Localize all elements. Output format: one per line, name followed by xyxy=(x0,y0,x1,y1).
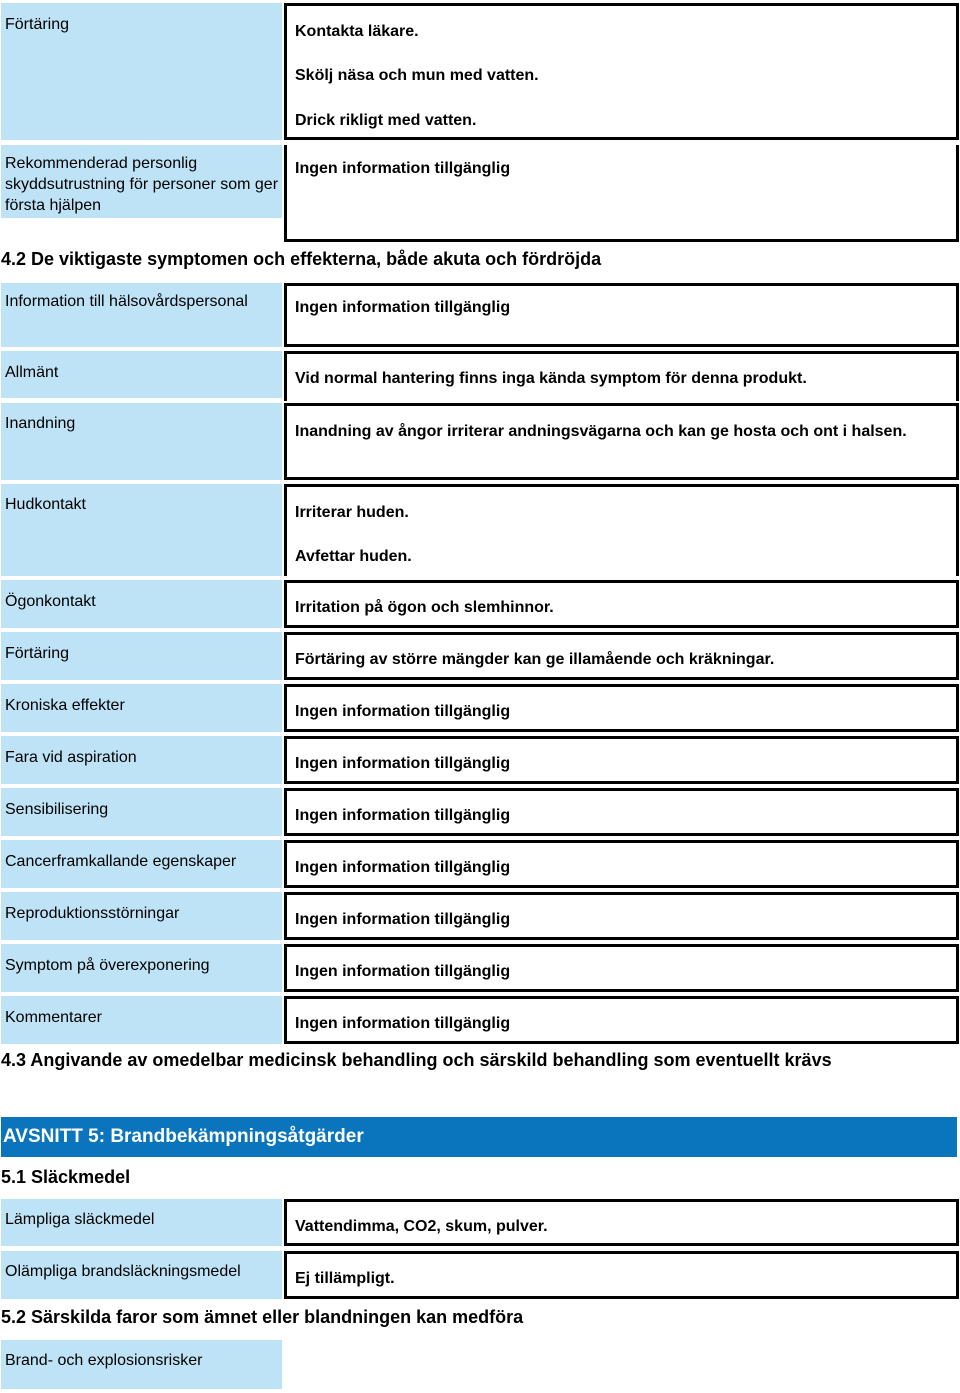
skin-row xyxy=(1,484,959,576)
first-aid-line: Kontakta läkare. xyxy=(295,23,419,40)
inhalation-value: Inandning av ångor irriterar andningsvägarna och kan ge hosta och ont i halsen. xyxy=(284,403,959,480)
ingestion-value xyxy=(284,632,959,680)
info-health-label: Information till hälsovårdspersonal xyxy=(1,283,282,347)
first-aid-ingestion-value xyxy=(284,3,959,140)
comments-label: Kommentarer xyxy=(1,996,282,1044)
sensitization-label: Sensibilisering xyxy=(1,788,282,836)
unsuitable-row xyxy=(1,1251,959,1299)
inhalation-row xyxy=(1,403,959,480)
carcinogenic-value xyxy=(284,840,959,888)
eye-value xyxy=(284,580,959,628)
eye-text: Irritation på ögon och slemhinnor. xyxy=(295,599,554,616)
section-4-2-heading: 4.2 De viktigaste symptomen och effekterna, både akuta och fördröjda xyxy=(1,249,602,269)
first-aid-ingestion-label: Förtäring xyxy=(1,3,282,140)
chronic-value xyxy=(284,684,959,732)
first-aid-ppe-row xyxy=(1,145,959,242)
general-label: Allmänt xyxy=(1,351,282,398)
suitable-row xyxy=(1,1199,959,1246)
general-text: Vid normal hantering finns inga kända symptom för denna produkt. xyxy=(295,370,807,387)
unsuitable-text: Ej tillämpligt. xyxy=(295,1270,395,1287)
carcinogenic-text: Ingen information tillgänglig xyxy=(295,859,511,876)
ingestion-row xyxy=(1,632,959,680)
first-aid-ppe-label: Rekommenderad personlig skyddsutrustning för personer som ger första hjälpen xyxy=(1,145,282,218)
carcinogenic-label: Cancerframkallande egenskaper xyxy=(1,840,282,888)
section-4-3-heading: 4.3 Angivande av omedelbar medicinsk behandling och särskild behandling som eventuellt krävs xyxy=(1,1050,832,1070)
skin-line: Irriterar huden. xyxy=(295,504,409,521)
chronic-label: Kroniska effekter xyxy=(1,684,282,732)
unsuitable-label: Olämpliga brandsläckningsmedel xyxy=(1,1251,282,1299)
inhalation-label: Inandning xyxy=(1,403,282,480)
section-5-title: AVSNITT 5: Brandbekämpningsåtgärder xyxy=(1,1117,957,1157)
suitable-value xyxy=(284,1199,959,1246)
unsuitable-value xyxy=(284,1251,959,1299)
sensitization-value xyxy=(284,788,959,836)
carcinogenic-row xyxy=(1,840,959,888)
chronic-text: Ingen information tillgänglig xyxy=(295,703,511,720)
comments-row xyxy=(1,996,959,1044)
section-5-1-heading: 5.1 Släckmedel xyxy=(1,1167,131,1187)
sensitization-row xyxy=(1,788,959,836)
fire-label: Brand- och explosionsrisker xyxy=(1,1340,282,1389)
first-aid-ingestion-row xyxy=(1,3,959,140)
first-aid-ppe-text: Ingen information tillgänglig xyxy=(295,160,511,177)
suitable-label: Lämpliga släckmedel xyxy=(1,1199,282,1246)
comments-text: Ingen information tillgänglig xyxy=(295,1015,511,1032)
overexposure-value xyxy=(284,944,959,992)
aspiration-text: Ingen information tillgänglig xyxy=(295,755,511,772)
first-aid-ppe-value xyxy=(284,145,959,242)
aspiration-value xyxy=(284,736,959,784)
overexposure-label: Symptom på överexponering xyxy=(1,944,282,992)
info-health-row xyxy=(1,283,959,347)
overexposure-text: Ingen information tillgänglig xyxy=(295,963,511,980)
reproductive-row xyxy=(1,892,959,940)
comments-value xyxy=(284,996,959,1044)
aspiration-label: Fara vid aspiration xyxy=(1,736,282,784)
overexposure-row xyxy=(1,944,959,992)
info-health-value xyxy=(284,283,959,347)
skin-value xyxy=(284,484,959,576)
ingestion-label: Förtäring xyxy=(1,632,282,680)
eye-row xyxy=(1,580,959,628)
info-health-text: Ingen information tillgänglig xyxy=(295,299,511,316)
sensitization-text: Ingen information tillgänglig xyxy=(295,807,511,824)
fire-row xyxy=(1,1340,959,1389)
reproductive-value xyxy=(284,892,959,940)
ingestion-text: Förtäring av större mängder kan ge illamående och kräkningar. xyxy=(295,651,775,668)
eye-label: Ögonkontakt xyxy=(1,580,282,628)
suitable-text: Vattendimma, CO2, skum, pulver. xyxy=(295,1218,548,1235)
section-5-2-heading: 5.2 Särskilda faror som ämnet eller blandningen kan medföra xyxy=(1,1307,524,1327)
skin-label: Hudkontakt xyxy=(1,484,282,576)
reproductive-label: Reproduktionsstörningar xyxy=(1,892,282,940)
aspiration-row xyxy=(1,736,959,784)
general-value xyxy=(284,351,959,401)
first-aid-line: Skölj näsa och mun med vatten. xyxy=(295,67,539,84)
skin-line: Avfettar huden. xyxy=(295,548,412,565)
chronic-row xyxy=(1,684,959,732)
first-aid-line: Drick rikligt med vatten. xyxy=(295,112,477,129)
general-row xyxy=(1,351,959,401)
reproductive-text: Ingen information tillgänglig xyxy=(295,911,511,928)
